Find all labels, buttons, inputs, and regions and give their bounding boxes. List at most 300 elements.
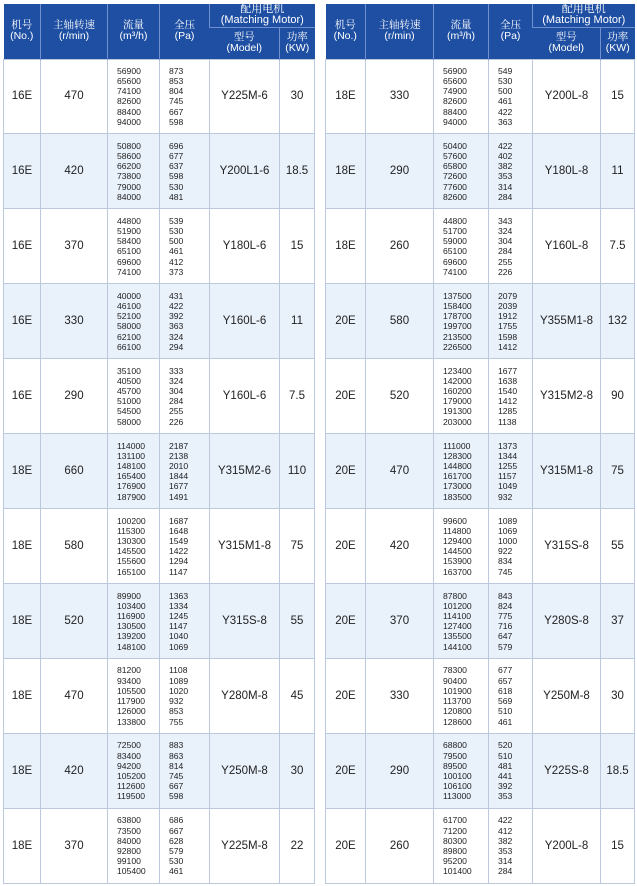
pressure-list-value: 481 bbox=[169, 191, 184, 202]
pressure-list-value: 1089 bbox=[169, 675, 189, 686]
pressure-list-value: 284 bbox=[169, 396, 184, 407]
flow-list-value: 183500 bbox=[443, 491, 472, 502]
flow-list-value: 178700 bbox=[443, 311, 472, 322]
flow-list-value: 83400 bbox=[117, 750, 141, 761]
flow-list-value: 73800 bbox=[117, 171, 141, 182]
col-header-matching-motor: 配用电机 (Matching Motor) bbox=[210, 4, 315, 27]
pressure-list-value: 373 bbox=[169, 266, 184, 277]
motor-power: 7.5 bbox=[601, 209, 635, 284]
flow-list-value: 89800 bbox=[443, 846, 467, 857]
pressure-list-value: 539 bbox=[169, 215, 184, 226]
pressure-list-value: 1912 bbox=[498, 311, 518, 322]
flow-list-value: 203000 bbox=[443, 416, 472, 427]
fan-number: 16E bbox=[4, 59, 41, 134]
pressure-list-value: 353 bbox=[498, 846, 513, 857]
table-row bbox=[4, 359, 315, 434]
pressure-list-value: 1412 bbox=[498, 396, 518, 407]
pressure-list-value: 382 bbox=[498, 835, 513, 846]
flow-list bbox=[434, 509, 489, 584]
fan-number: 20E bbox=[326, 509, 366, 584]
pressure-list-value: 745 bbox=[169, 96, 184, 107]
pressure-list-value: 1147 bbox=[169, 621, 188, 632]
pressure-list-value: 1049 bbox=[498, 481, 518, 492]
pressure-list-value: 579 bbox=[169, 846, 184, 857]
table-row bbox=[4, 509, 315, 584]
pressure-list-value: 530 bbox=[169, 856, 184, 867]
table-row bbox=[326, 134, 635, 209]
spindle-speed: 260 bbox=[366, 809, 434, 884]
pressure-list-value: 1412 bbox=[498, 341, 518, 352]
motor-model: Y250M-8 bbox=[533, 659, 601, 734]
flow-list-value: 45700 bbox=[117, 386, 141, 397]
pressure-list-value: 324 bbox=[169, 331, 184, 342]
pressure-list-value: 569 bbox=[498, 696, 513, 707]
motor-power: 15 bbox=[601, 59, 635, 134]
pressure-list bbox=[489, 584, 533, 659]
flow-list-value: 187900 bbox=[117, 491, 146, 502]
fan-number: 18E bbox=[4, 584, 41, 659]
motor-power: 7.5 bbox=[280, 359, 315, 434]
pressure-list-value: 667 bbox=[169, 106, 184, 117]
motor-model: Y315M2-6 bbox=[210, 434, 280, 509]
motor-model: Y200L1-6 bbox=[210, 134, 280, 209]
flow-list-value: 69600 bbox=[117, 256, 141, 267]
spindle-speed: 420 bbox=[41, 734, 108, 809]
pressure-list-value: 1157 bbox=[498, 471, 517, 482]
flow-list-value: 137500 bbox=[443, 290, 472, 301]
flow-list-value: 65600 bbox=[117, 76, 141, 87]
motor-model: Y315S-8 bbox=[533, 509, 601, 584]
pressure-list-value: 1491 bbox=[169, 491, 189, 502]
spindle-speed: 370 bbox=[41, 209, 108, 284]
spindle-speed: 580 bbox=[41, 509, 108, 584]
flow-list-value: 69600 bbox=[443, 256, 467, 267]
pressure-list-value: 677 bbox=[169, 151, 184, 162]
motor-model: Y160L-8 bbox=[533, 209, 601, 284]
pressure-list-value: 2138 bbox=[169, 450, 189, 461]
flow-list-value: 40000 bbox=[117, 290, 141, 301]
col-header-flow: 流量 (m³/h) bbox=[434, 4, 489, 59]
flow-list-value: 133800 bbox=[117, 716, 146, 727]
flow-list-value: 144100 bbox=[443, 641, 472, 652]
flow-list bbox=[108, 584, 160, 659]
pressure-list bbox=[160, 509, 210, 584]
pressure-list-value: 657 bbox=[498, 675, 513, 686]
pressure-list-value: 333 bbox=[169, 365, 184, 376]
pressure-list bbox=[160, 209, 210, 284]
flow-list-value: 130300 bbox=[117, 535, 146, 546]
flow-list-value: 58000 bbox=[117, 321, 141, 332]
spindle-speed: 290 bbox=[41, 359, 108, 434]
pressure-list-value: 1147 bbox=[169, 566, 188, 577]
pressure-list-value: 422 bbox=[498, 815, 513, 826]
pressure-list-value: 628 bbox=[169, 835, 184, 846]
flow-list-value: 173000 bbox=[443, 481, 472, 492]
motor-power: 30 bbox=[280, 734, 315, 809]
pressure-list-value: 618 bbox=[498, 685, 513, 696]
fan-number: 18E bbox=[4, 509, 41, 584]
flow-list-value: 99100 bbox=[117, 856, 141, 867]
flow-list-value: 57600 bbox=[443, 151, 467, 162]
pressure-list-value: 510 bbox=[498, 706, 513, 717]
pressure-list-value: 2187 bbox=[169, 440, 189, 451]
pressure-list bbox=[160, 809, 210, 884]
pressure-list-value: 1638 bbox=[498, 375, 518, 386]
pressure-list-value: 1245 bbox=[169, 610, 189, 621]
spindle-speed: 260 bbox=[366, 209, 434, 284]
motor-power: 55 bbox=[601, 509, 635, 584]
pressure-list-value: 530 bbox=[169, 225, 184, 236]
pressure-list-value: 461 bbox=[169, 246, 184, 257]
spindle-speed: 470 bbox=[366, 434, 434, 509]
motor-power: 75 bbox=[280, 509, 315, 584]
spindle-speed: 470 bbox=[41, 59, 108, 134]
flow-list-value: 81200 bbox=[117, 665, 141, 676]
flow-list-value: 84000 bbox=[117, 835, 141, 846]
flow-list-value: 155600 bbox=[117, 556, 146, 567]
flow-list-value: 100100 bbox=[443, 771, 472, 782]
flow-list-value: 68800 bbox=[443, 740, 467, 751]
flow-list-value: 105200 bbox=[117, 771, 146, 782]
pressure-list-value: 324 bbox=[169, 375, 184, 386]
pressure-list-value: 255 bbox=[498, 256, 513, 267]
pressure-list-value: 530 bbox=[169, 181, 184, 192]
table-row bbox=[4, 809, 315, 884]
fan-number: 18E bbox=[326, 209, 366, 284]
pressure-list-value: 284 bbox=[498, 246, 513, 257]
flow-list-value: 84000 bbox=[117, 191, 141, 202]
pressure-list-value: 1422 bbox=[169, 546, 189, 557]
flow-list bbox=[434, 209, 489, 284]
flow-list-value: 89900 bbox=[117, 590, 141, 601]
table-body-right bbox=[326, 59, 635, 884]
flow-list-value: 129400 bbox=[443, 535, 472, 546]
motor-model: Y200L-8 bbox=[533, 809, 601, 884]
flow-list-value: 65100 bbox=[443, 246, 467, 257]
table-row bbox=[326, 434, 635, 509]
spindle-speed: 370 bbox=[41, 809, 108, 884]
fan-spec-table-left bbox=[3, 4, 315, 884]
flow-list-value: 105500 bbox=[117, 685, 146, 696]
pressure-list-value: 1069 bbox=[498, 525, 518, 536]
col-header-power: 功率 (KW) bbox=[280, 27, 315, 59]
flow-list-value: 163700 bbox=[443, 566, 472, 577]
pressure-list-value: 873 bbox=[169, 65, 184, 76]
spindle-speed: 660 bbox=[41, 434, 108, 509]
flow-list-value: 71200 bbox=[443, 825, 467, 836]
pressure-list-value: 922 bbox=[498, 546, 513, 557]
pressure-list-value: 1549 bbox=[169, 535, 189, 546]
pressure-list-value: 667 bbox=[169, 781, 184, 792]
flow-list-value: 77600 bbox=[443, 181, 467, 192]
flow-list-value: 54500 bbox=[117, 406, 141, 417]
pressure-list-value: 363 bbox=[498, 116, 513, 127]
fan-number: 18E bbox=[4, 434, 41, 509]
table-row bbox=[326, 809, 635, 884]
flow-list-value: 82600 bbox=[117, 96, 141, 107]
col-header-pressure: 全压 (Pa) bbox=[160, 4, 210, 59]
flow-list-value: 153900 bbox=[443, 556, 472, 567]
pressure-list-value: 1844 bbox=[169, 471, 189, 482]
spindle-speed: 330 bbox=[366, 659, 434, 734]
pressure-list bbox=[160, 584, 210, 659]
pressure-list bbox=[489, 809, 533, 884]
pressure-list-value: 647 bbox=[498, 631, 513, 642]
flow-list-value: 40500 bbox=[117, 375, 141, 386]
fan-number: 20E bbox=[326, 434, 366, 509]
spindle-speed: 420 bbox=[41, 134, 108, 209]
col-header-no: 机号 (No.) bbox=[4, 4, 41, 59]
pressure-list-value: 863 bbox=[169, 750, 184, 761]
flow-list bbox=[108, 134, 160, 209]
flow-list-value: 160200 bbox=[443, 386, 472, 397]
flow-list-value: 127400 bbox=[443, 621, 472, 632]
pressure-list-value: 441 bbox=[498, 771, 513, 782]
flow-list-value: 79500 bbox=[443, 750, 467, 761]
flow-list-value: 50800 bbox=[117, 140, 141, 151]
fan-number: 20E bbox=[326, 284, 366, 359]
flow-list-value: 101900 bbox=[443, 685, 472, 696]
motor-model: Y200L-8 bbox=[533, 59, 601, 134]
pressure-list-value: 294 bbox=[169, 341, 184, 352]
flow-list-value: 148100 bbox=[117, 461, 146, 472]
flow-list-value: 113000 bbox=[443, 791, 472, 802]
fan-number: 18E bbox=[4, 734, 41, 809]
flow-list-value: 101400 bbox=[443, 866, 472, 877]
pressure-list-value: 412 bbox=[169, 256, 184, 267]
flow-list-value: 92800 bbox=[117, 846, 141, 857]
flow-list bbox=[108, 284, 160, 359]
motor-power: 75 bbox=[601, 434, 635, 509]
flow-list-value: 56900 bbox=[117, 65, 141, 76]
flow-list-value: 213500 bbox=[443, 331, 472, 342]
flow-list-value: 165400 bbox=[117, 471, 146, 482]
pressure-list-value: 883 bbox=[169, 740, 184, 751]
spindle-speed: 330 bbox=[366, 59, 434, 134]
motor-power: 37 bbox=[601, 584, 635, 659]
spindle-speed: 520 bbox=[41, 584, 108, 659]
pressure-list-value: 1000 bbox=[498, 535, 518, 546]
flow-list bbox=[434, 284, 489, 359]
flow-list-value: 191300 bbox=[443, 406, 472, 417]
flow-list-value: 51700 bbox=[443, 225, 467, 236]
pressure-list bbox=[160, 284, 210, 359]
spindle-speed: 470 bbox=[41, 659, 108, 734]
pressure-list-value: 461 bbox=[498, 96, 513, 107]
pressure-list-value: 2079 bbox=[498, 290, 518, 301]
pressure-list bbox=[160, 434, 210, 509]
flow-list-value: 94200 bbox=[117, 760, 141, 771]
col-header-flow: 流量 (m³/h) bbox=[108, 4, 160, 59]
motor-model: Y280S-8 bbox=[533, 584, 601, 659]
flow-list-value: 74100 bbox=[443, 266, 467, 277]
flow-list-value: 113700 bbox=[443, 696, 472, 707]
flow-list-value: 59000 bbox=[443, 236, 467, 247]
flow-list-value: 88400 bbox=[443, 106, 467, 117]
pressure-list-value: 392 bbox=[169, 311, 184, 322]
col-header-pressure: 全压 (Pa) bbox=[489, 4, 533, 59]
motor-power: 132 bbox=[601, 284, 635, 359]
flow-list-value: 72500 bbox=[117, 740, 141, 751]
fan-number: 18E bbox=[326, 134, 366, 209]
motor-power: 55 bbox=[280, 584, 315, 659]
pressure-list-value: 353 bbox=[498, 791, 513, 802]
flow-list-value: 73500 bbox=[117, 825, 141, 836]
flow-list-value: 74100 bbox=[117, 86, 141, 97]
pressure-list-value: 431 bbox=[169, 290, 184, 301]
pressure-list-value: 412 bbox=[498, 825, 513, 836]
pressure-list-value: 1069 bbox=[169, 641, 189, 652]
flow-list-value: 74900 bbox=[443, 86, 467, 97]
motor-model: Y160L-6 bbox=[210, 284, 280, 359]
flow-list-value: 51900 bbox=[117, 225, 141, 236]
table-row bbox=[326, 284, 635, 359]
fan-number: 20E bbox=[326, 809, 366, 884]
fan-number: 18E bbox=[326, 59, 366, 134]
motor-power: 18.5 bbox=[280, 134, 315, 209]
flow-list-value: 145500 bbox=[117, 546, 146, 557]
col-header-model: 型号 (Model) bbox=[533, 27, 601, 59]
pressure-list bbox=[489, 284, 533, 359]
flow-list bbox=[434, 434, 489, 509]
flow-list bbox=[434, 359, 489, 434]
pressure-list-value: 255 bbox=[169, 406, 184, 417]
flow-list-value: 62100 bbox=[117, 331, 141, 342]
motor-model: Y180L-8 bbox=[533, 134, 601, 209]
col-header-speed: 主轴转速 (r/min) bbox=[41, 4, 108, 59]
flow-list-value: 142000 bbox=[443, 375, 472, 386]
flow-list-value: 58600 bbox=[117, 151, 141, 162]
table-row bbox=[326, 734, 635, 809]
pressure-list bbox=[489, 59, 533, 134]
table-row bbox=[4, 59, 315, 134]
pressure-list-value: 1040 bbox=[169, 631, 189, 642]
flow-list-value: 90400 bbox=[443, 675, 467, 686]
spindle-speed: 290 bbox=[366, 734, 434, 809]
motor-model: Y180L-6 bbox=[210, 209, 280, 284]
pressure-list-value: 226 bbox=[498, 266, 513, 277]
fan-number: 18E bbox=[4, 659, 41, 734]
pressure-list-value: 1255 bbox=[498, 461, 518, 472]
motor-power: 22 bbox=[280, 809, 315, 884]
fan-number: 16E bbox=[4, 134, 41, 209]
flow-list-value: 116900 bbox=[117, 610, 146, 621]
table-row bbox=[4, 734, 315, 809]
motor-model: Y280M-8 bbox=[210, 659, 280, 734]
table-row bbox=[326, 509, 635, 584]
flow-list-value: 139200 bbox=[117, 631, 146, 642]
pressure-list-value: 814 bbox=[169, 760, 184, 771]
flow-list-value: 128300 bbox=[443, 450, 472, 461]
pressure-list-value: 1344 bbox=[498, 450, 518, 461]
flow-list-value: 128600 bbox=[443, 716, 472, 727]
pressure-list-value: 843 bbox=[498, 590, 513, 601]
flow-list-value: 112600 bbox=[117, 781, 146, 792]
flow-list bbox=[108, 809, 160, 884]
col-header-no: 机号 (No.) bbox=[326, 4, 366, 59]
table-row bbox=[4, 659, 315, 734]
motor-model: Y225M-6 bbox=[210, 59, 280, 134]
pressure-list bbox=[489, 134, 533, 209]
flow-list bbox=[108, 659, 160, 734]
pressure-list bbox=[489, 434, 533, 509]
motor-power: 15 bbox=[601, 809, 635, 884]
spindle-speed: 370 bbox=[366, 584, 434, 659]
motor-power: 90 bbox=[601, 359, 635, 434]
pressure-list bbox=[160, 59, 210, 134]
pressure-list bbox=[160, 359, 210, 434]
pressure-list bbox=[160, 734, 210, 809]
pressure-list-value: 520 bbox=[498, 740, 513, 751]
fan-number: 20E bbox=[326, 734, 366, 809]
pressure-list-value: 1089 bbox=[498, 515, 518, 526]
flow-list-value: 82600 bbox=[443, 191, 467, 202]
pressure-list-value: 1020 bbox=[169, 685, 189, 696]
flow-list-value: 82600 bbox=[443, 96, 467, 107]
motor-power: 11 bbox=[280, 284, 315, 359]
pressure-list-value: 1285 bbox=[498, 406, 518, 417]
flow-list-value: 148100 bbox=[117, 641, 146, 652]
flow-list-value: 65600 bbox=[443, 76, 467, 87]
pressure-list-value: 775 bbox=[498, 610, 513, 621]
pressure-list-value: 1677 bbox=[498, 365, 518, 376]
flow-list-value: 35100 bbox=[117, 365, 141, 376]
flow-list-value: 226500 bbox=[443, 341, 472, 352]
pressure-list-value: 510 bbox=[498, 750, 513, 761]
fan-number: 16E bbox=[4, 359, 41, 434]
pressure-list-value: 932 bbox=[498, 491, 513, 502]
flow-list-value: 99600 bbox=[443, 515, 467, 526]
flow-list-value: 94000 bbox=[117, 116, 141, 127]
flow-list-value: 58400 bbox=[117, 236, 141, 247]
flow-list-value: 74100 bbox=[117, 266, 141, 277]
flow-list-value: 66100 bbox=[117, 341, 141, 352]
pressure-list-value: 745 bbox=[169, 771, 184, 782]
flow-list-value: 61700 bbox=[443, 815, 467, 826]
flow-list-value: 114800 bbox=[443, 525, 472, 536]
pressure-list-value: 353 bbox=[498, 171, 513, 182]
fan-number: 16E bbox=[4, 209, 41, 284]
pressure-list bbox=[489, 359, 533, 434]
flow-list-value: 144800 bbox=[443, 461, 472, 472]
flow-list-value: 101200 bbox=[443, 600, 472, 611]
col-header-speed: 主轴转速 (r/min) bbox=[366, 4, 434, 59]
table-row bbox=[4, 284, 315, 359]
motor-model: Y225S-8 bbox=[533, 734, 601, 809]
flow-list-value: 123400 bbox=[443, 365, 472, 376]
flow-list-value: 51000 bbox=[117, 396, 141, 407]
pressure-list-value: 1677 bbox=[169, 481, 189, 492]
pressure-list-value: 422 bbox=[498, 106, 513, 117]
motor-model: Y315M1-8 bbox=[210, 509, 280, 584]
flow-list-value: 88400 bbox=[117, 106, 141, 117]
flow-list-value: 56900 bbox=[443, 65, 467, 76]
pressure-list-value: 1373 bbox=[498, 440, 518, 451]
pressure-list-value: 226 bbox=[169, 416, 184, 427]
motor-power: 30 bbox=[601, 659, 635, 734]
flow-list bbox=[108, 359, 160, 434]
spindle-speed: 580 bbox=[366, 284, 434, 359]
flow-list-value: 95200 bbox=[443, 856, 467, 867]
motor-power: 11 bbox=[601, 134, 635, 209]
flow-list-value: 103400 bbox=[117, 600, 146, 611]
table-body-left bbox=[4, 59, 315, 884]
pressure-list-value: 804 bbox=[169, 86, 184, 97]
pressure-list-value: 1363 bbox=[169, 590, 189, 601]
flow-list-value: 179000 bbox=[443, 396, 472, 407]
pressure-list bbox=[160, 134, 210, 209]
pressure-list bbox=[489, 734, 533, 809]
